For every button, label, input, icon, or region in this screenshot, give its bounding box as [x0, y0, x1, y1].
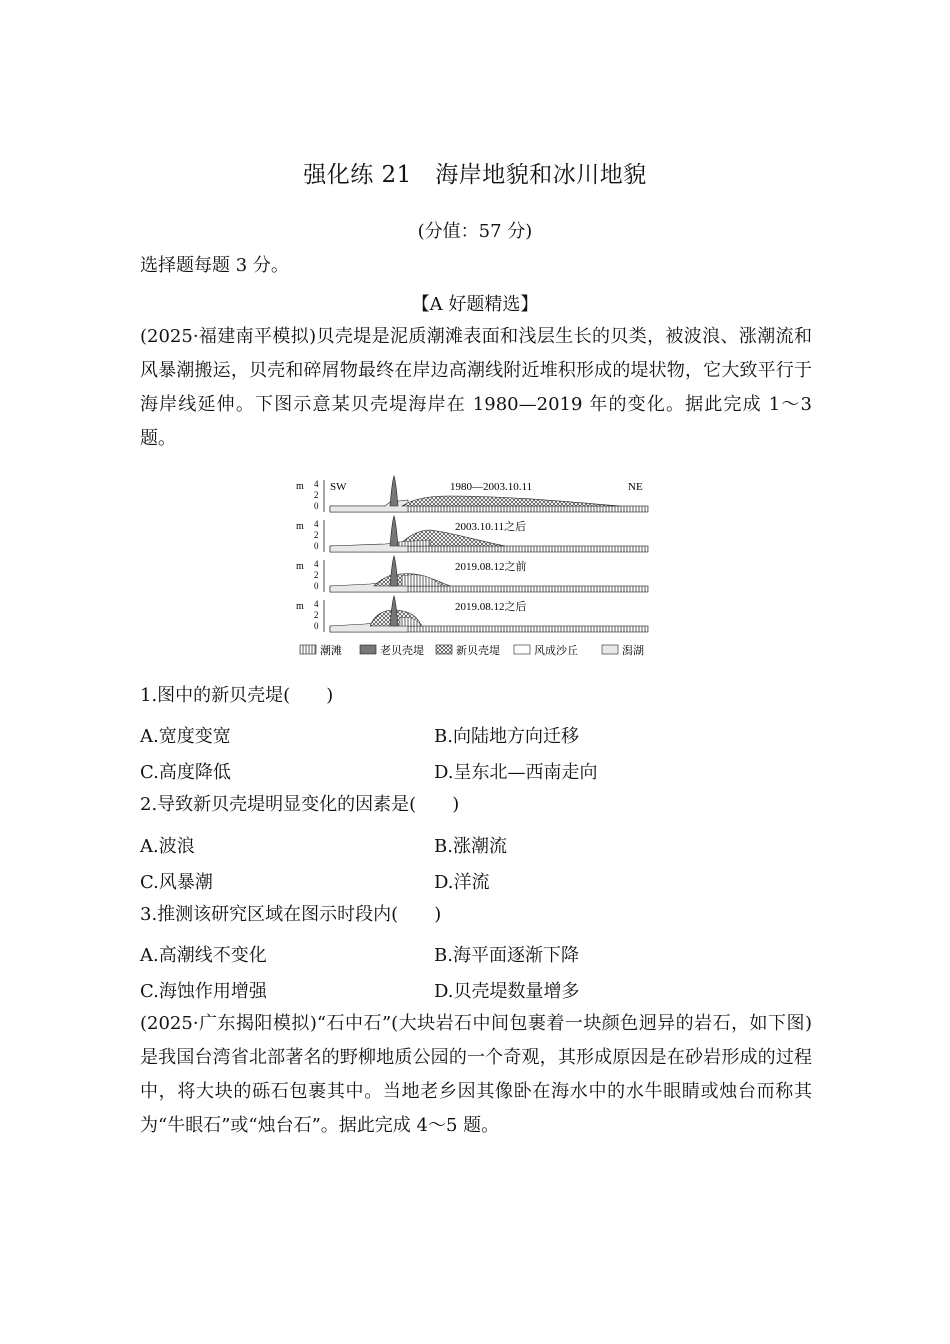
unit-label: m: [296, 561, 304, 572]
unit-label: m: [296, 601, 304, 612]
q3-option-b[interactable]: B.海平面逐渐下降: [434, 945, 579, 966]
question-3-stem: 3.推测该研究区域在图示时段内( ): [140, 904, 442, 925]
instruction: 选择题每题 3 分。: [140, 255, 289, 276]
tick-label: 0: [314, 621, 319, 631]
q3-option-c[interactable]: C.海蚀作用增强: [140, 981, 267, 1002]
legend-label: 老贝壳堤: [380, 645, 424, 657]
panel-3: [296, 556, 648, 592]
tick-label: 4: [314, 519, 319, 529]
passage-1: (2025·福建南平模拟)贝壳堤是泥质潮滩表面和浅层生长的贝类，被波浪、涨潮流和风暴潮搬运，贝壳和碎屑物最终在岸边高潮线附近堆积形成的堤状物，它大致平行于海岸线延伸。下图示意某贝壳堤海岸在 1980—2019 年的变化。据此完成 1～3 题。: [140, 326, 812, 449]
tick-label: 2: [314, 490, 319, 500]
section-heading: 【A 好题精选】: [411, 294, 539, 315]
tick-label: 0: [314, 581, 319, 591]
unit-label: m: [296, 481, 304, 492]
score-note: (分值：57 分): [417, 221, 533, 242]
question-2-stem: 2.导致新贝壳堤明显变化的因素是( ): [140, 794, 460, 815]
figure-legend: [300, 643, 644, 657]
legend-label: 新贝壳堤: [456, 645, 500, 657]
q1-option-b[interactable]: B.向陆地方向迁移: [434, 726, 579, 747]
q2-option-b[interactable]: B.涨潮流: [434, 836, 507, 857]
q3-option-a[interactable]: A.高潮线不变化: [140, 945, 267, 966]
tick-label: 0: [314, 541, 319, 551]
tick-label: 2: [314, 610, 319, 620]
q2-option-a[interactable]: A.波浪: [140, 836, 195, 857]
panel-label: 1980—2003.10.11: [450, 481, 533, 493]
shell-ridge-figure: [290, 472, 660, 662]
question-1-stem: 1.图中的新贝壳堤( ): [140, 685, 334, 706]
panel-label: 2003.10.11之后: [455, 521, 527, 533]
dir-sw: SW: [330, 481, 347, 493]
q1-option-d[interactable]: D.呈东北—西南走向: [434, 762, 598, 783]
tick-label: 2: [314, 570, 319, 580]
dir-ne: NE: [628, 481, 643, 493]
q3-option-d[interactable]: D.贝壳堤数量增多: [434, 981, 580, 1002]
tick-label: 4: [314, 559, 319, 569]
legend-label: 潮滩: [320, 645, 342, 657]
panel-2: [296, 516, 648, 552]
legend-label: 风成沙丘: [534, 645, 578, 657]
tick-label: 4: [314, 599, 319, 609]
q2-option-c[interactable]: C.风暴潮: [140, 872, 213, 893]
legend-label: 潟湖: [622, 645, 644, 657]
panel-label: 2019.08.12之后: [455, 601, 527, 613]
tick-label: 0: [314, 501, 319, 511]
q2-option-d[interactable]: D.洋流: [434, 872, 490, 893]
q1-option-c[interactable]: C.高度降低: [140, 762, 231, 783]
unit-label: m: [296, 521, 304, 532]
passage-2: (2025·广东揭阳模拟)“石中石”(大块岩石中间包裹着一块颜色迥异的岩石，如下图)是我国台湾省北部著名的野柳地质公园的一个奇观，其形成原因是在砂岩形成的过程中，将大块的砾石包裹其中。当地老乡因其像卧在海水中的水牛眼睛或烛台而称其为“牛眼石”或“烛台石”。据此完成 4～5 题。: [140, 1013, 812, 1136]
tick-label: 2: [314, 530, 319, 540]
q1-option-a[interactable]: A.宽度变宽: [140, 726, 231, 747]
tick-label: 4: [314, 479, 319, 489]
page-title: 强化练 21 海岸地貌和冰川地貌: [303, 162, 647, 188]
panel-1: [296, 476, 648, 512]
panel-4: [296, 596, 648, 632]
panel-label: 2019.08.12之前: [455, 561, 527, 573]
